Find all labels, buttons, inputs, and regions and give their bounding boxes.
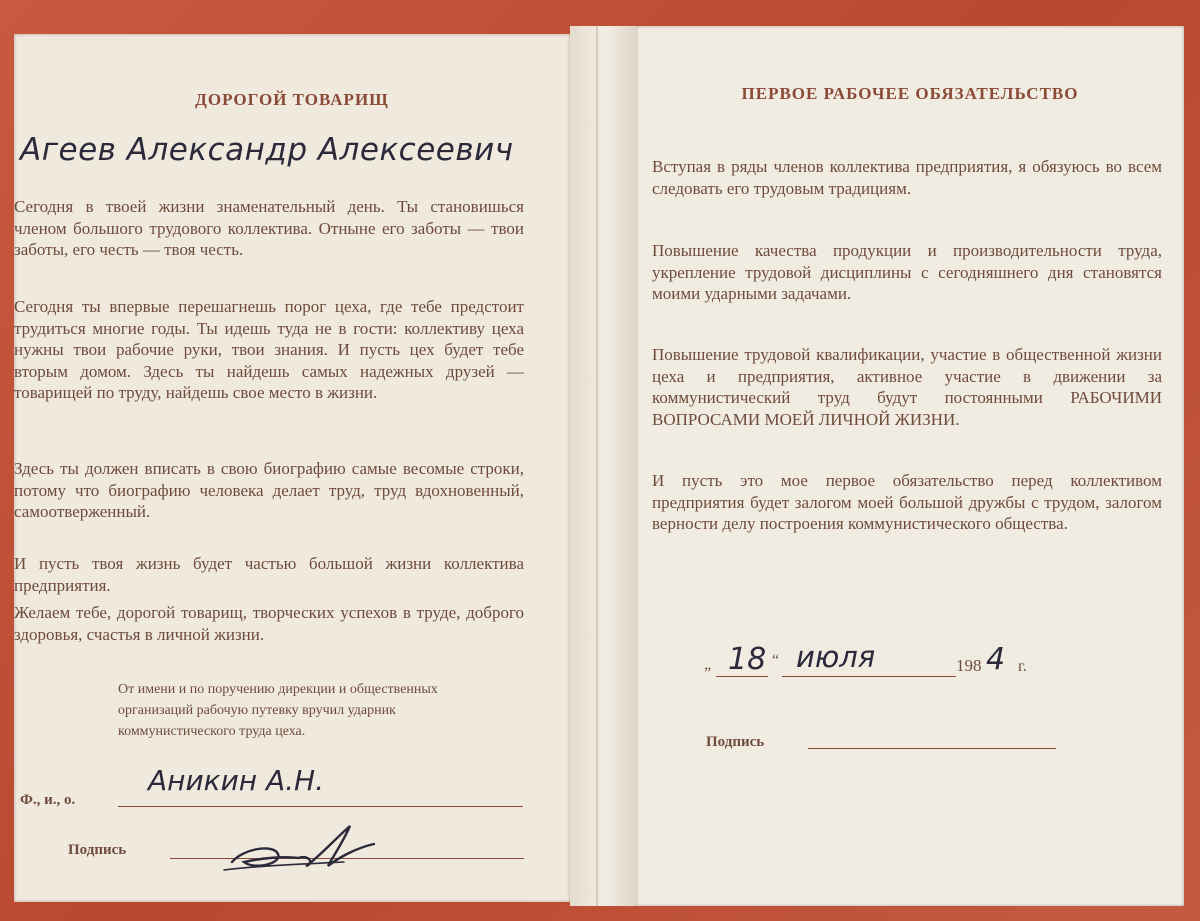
left-paragraph-4: И пусть твоя жизнь будет частью большой жизни коллектива предприятия. (14, 554, 524, 595)
fio-handwritten: Аникин А.Н. (148, 764, 324, 797)
date-year-prefix: 198 (956, 656, 982, 675)
date-close-quote: “ (772, 652, 780, 669)
presenter-note: От имени и по поручению дирекции и общественных организаций рабочую путевку вручил ударник коммунистического труда цеха. (118, 682, 438, 739)
left-signature-label: Подпись (68, 842, 127, 858)
left-page (14, 34, 570, 902)
date-day-handwritten: 18 (728, 642, 767, 677)
left-paragraph-2: Сегодня ты впервые перешагнешь порог цеха, где тебе предстоит трудиться многие годы. Ты идешь туда не в гости: коллективу цеха нужны твои рабочие руки, твои знания. И пусть цех будет тебе вторым домом. Здесь ты найдешь самых надежных друзей — товарищей по труду, найдешь свое место в жизни. (14, 297, 524, 402)
left-paragraph-3: Здесь ты должен вписать в свою биографию самые весомые строки, потому что биографию человека делает труд, труд вдохновенный, самоотверженный. (14, 459, 524, 521)
right-signature-line (808, 748, 1056, 749)
booklet-spine (570, 26, 636, 906)
right-paragraph-4: И пусть это мое первое обязательство перед коллективом предприятия будет залогом моей большой дружбы с трудом, залогом верности делу построения коммунистического общества. (652, 471, 1162, 533)
date-month-handwritten: июля (796, 640, 876, 674)
left-paragraph-1: Сегодня в твоей жизни знаменательный день. Ты становишься членом большого трудового коллектива. Отныне его заботы — твои заботы, его честь — твоя честь. (14, 197, 524, 259)
date-open-quote: „ (704, 656, 712, 673)
right-paragraph-1: Вступая в ряды членов коллектива предприятия, я обязуюсь во всем следовать его трудовым традициям. (652, 157, 1162, 198)
recipient-name-handwritten: Агеев Александр Алексеевич (20, 132, 514, 168)
left-page-title: ДОРОГОЙ ТОВАРИЩ (195, 90, 389, 109)
date-year-unit: г. (1018, 658, 1027, 675)
date-month-line (782, 676, 956, 677)
date-day-line (716, 676, 768, 677)
right-page (636, 26, 1184, 906)
right-paragraph-2: Повышение качества продукции и производительности труда, укрепление трудовой дисциплины с сегодняшнего дня становятся моими ударными задачами. (652, 241, 1162, 303)
right-signature-label: Подпись (706, 734, 765, 750)
spine-fold (596, 26, 598, 906)
date-year-handwritten: 4 (986, 642, 1006, 677)
fio-line (118, 806, 523, 807)
fio-label: Ф., и., о. (20, 792, 76, 808)
right-page-title: ПЕРВОЕ РАБОЧЕЕ ОБЯЗАТЕЛЬСТВО (741, 84, 1079, 103)
left-paragraph-5: Желаем тебе, дорогой товарищ, творческих успехов в труде, доброго здоровья, счастья в личной жизни. (14, 603, 524, 644)
right-paragraph-3: Повышение трудовой квалификации, участие в общественной жизни цеха и предприятия, активное участие в движении за коммунистический труд будут постоянными РАБОЧИМИ ВОПРОСАМИ МОЕЙ ЛИЧНОЙ ЖИЗНИ. (652, 345, 1162, 429)
signature-scribble (214, 818, 384, 878)
